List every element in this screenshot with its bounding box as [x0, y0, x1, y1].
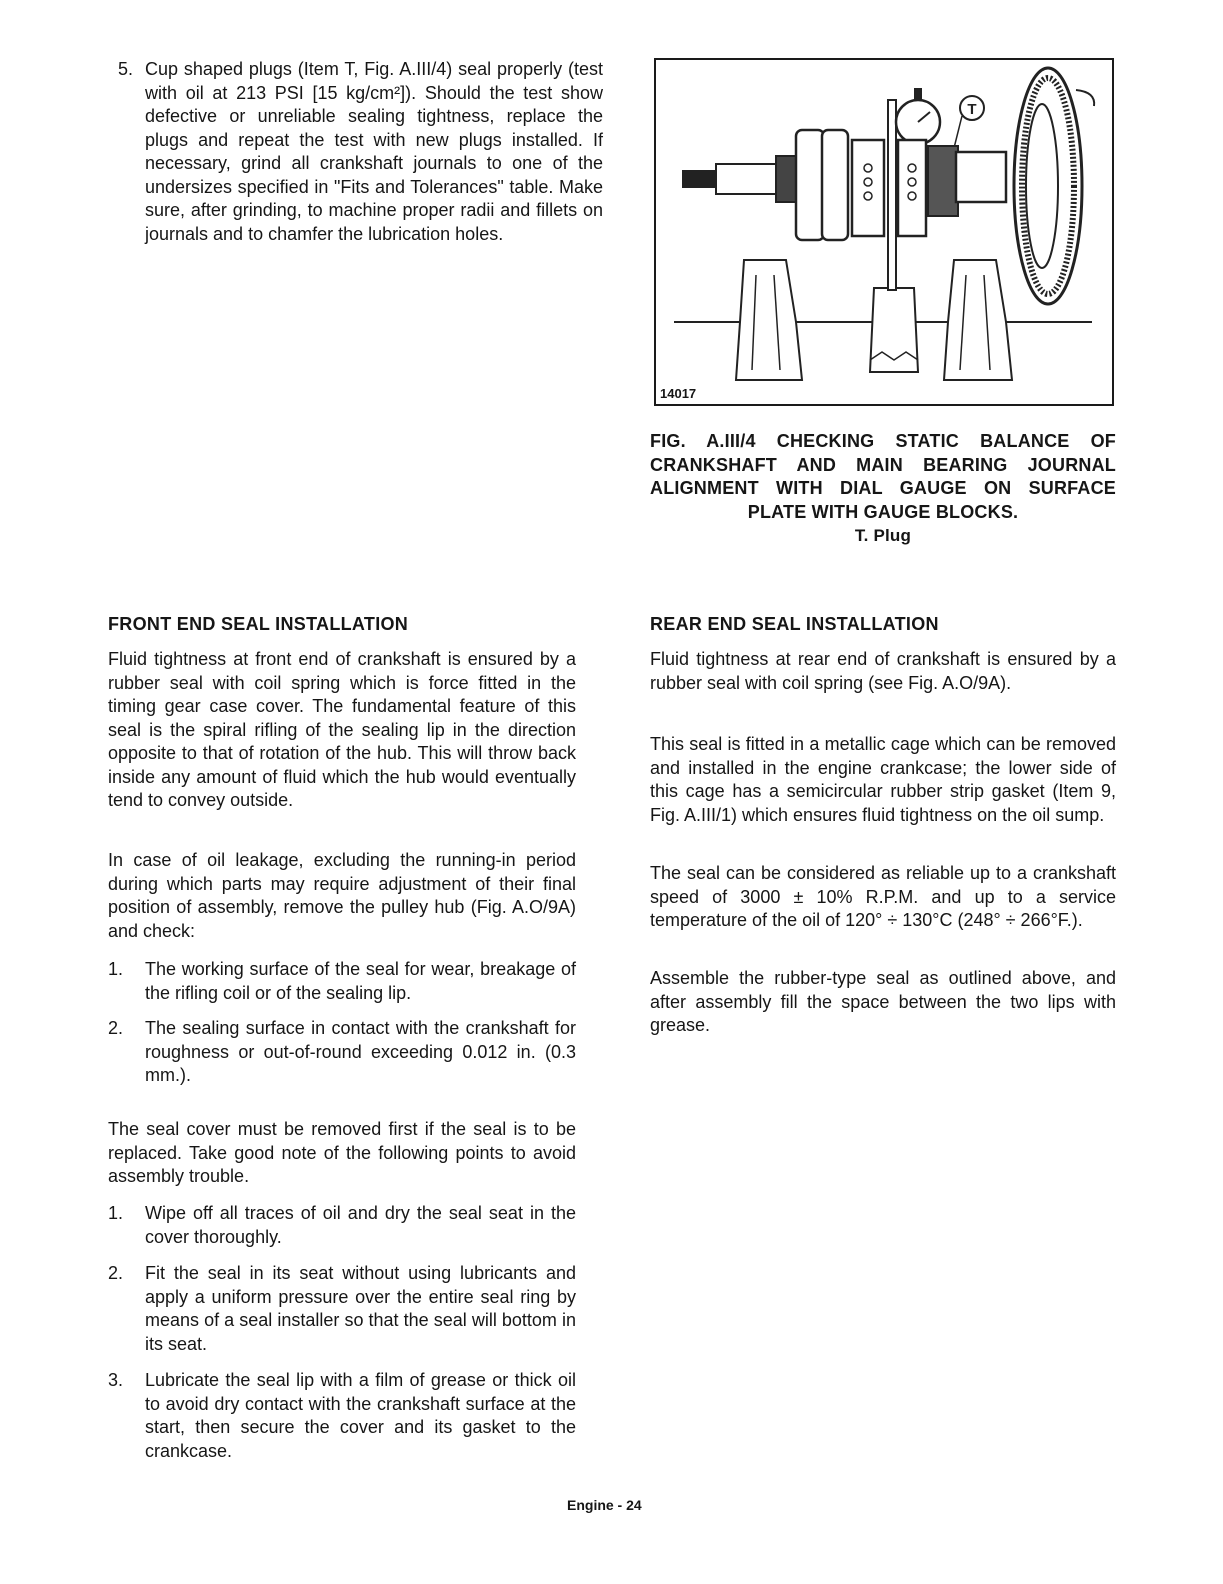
figure-caption-legend: T. Plug [854, 526, 912, 545]
list-item-number: 1. [108, 959, 124, 979]
list-item-text: Fit the seal in its seat without using lubricants and apply a uniform pressure over the entire seal ring by means of a seal installer so that the seal will bottom in its seat. [145, 1263, 576, 1354]
paragraph: The seal can be considered as reliable up to a crankshaft speed of 3000 ± 10% R.P.M. and up to a service temperature of the oil of 120° ÷ 130°C (248° ÷ 266°F.). [650, 863, 1116, 930]
paragraph: Fluid tightness at rear end of crankshaft is ensured by a rubber seal with coil spring (see Fig. A.O/9A). [650, 649, 1116, 693]
list-item-number: 3. [108, 1370, 124, 1390]
list-item [108, 1369, 576, 1463]
list-item-text: Wipe off all traces of oil and dry the seal seat in the cover thoroughly. [145, 1203, 576, 1247]
callout-t-label: T [967, 101, 977, 118]
assembly-steps-list [108, 1202, 576, 1476]
paragraph: The seal cover must be removed first if the seal is to be replaced. Take good note of the following points to avoid assembly trouble. [108, 1119, 576, 1186]
list-item [108, 1202, 576, 1249]
list-item-text: Cup shaped plugs (Item T, Fig. A.III/4) seal properly (test with oil at 213 PSI [15 kg/cm²]). Should the test show defective or unreliable sealing tightness, replace the plugs and repeat the test with new plugs installed. If necessary, grind all crankshaft journals to one of the undersizes specified in "Fits and Tolerances" table. Make sure, after grinding, to machine proper radii and fillets on journals and to chamfer the lubrication holes. [145, 59, 603, 244]
paragraph: In case of oil leakage, excluding the running-in period during which parts may require adjustment of their final position of assembly, remove the pulley hub (Fig. A.O/9A) and check: [108, 850, 576, 941]
list-item-text: The sealing surface in contact with the crankshaft for roughness or out-of-round exceeding 0.012 in. (0.3 mm.). [145, 1018, 576, 1085]
list-item-number: 2. [108, 1263, 124, 1283]
figure-caption [650, 430, 1116, 548]
paragraph: Fluid tightness at front end of crankshaft is ensured by a rubber seal with coil spring which is force fitted in the timing gear case cover. The fundamental feature of this seal is the spiral rifling of the sealing lip in the direction opposite to that of rotation of the hub. This will throw back inside any amount of fluid which the hub would eventually tend to convey outside. [108, 649, 576, 810]
check-list [108, 958, 576, 1100]
paragraph: Assemble the rubber-type seal as outlined above, and after assembly fill the space between the two lips with grease. [650, 968, 1116, 1035]
list-item-number: 5. [118, 59, 134, 79]
section-heading-rear-seal: REAR END SEAL INSTALLATION [650, 614, 939, 634]
list-item-5 [118, 58, 603, 246]
figure-crankshaft-balance [654, 58, 1114, 406]
figure-caption-title: FIG. A.III/4 CHECKING STATIC BALANCE OF CRANKSHAFT AND MAIN BEARING JOURNAL ALIGNMENT WITH DIAL GAUGE ON SURFACE PLATE WITH GAUGE BLOCKS. [650, 431, 1116, 522]
list-item [108, 1262, 576, 1356]
section-heading-front-seal: FRONT END SEAL INSTALLATION [108, 614, 409, 634]
list-item-text: The working surface of the seal for wear, breakage of the rifling coil or of the sealing lip. [145, 959, 576, 1003]
paragraph: This seal is fitted in a metallic cage which can be removed and installed in the engine crankcase; the lower side of this cage has a semicircular rubber strip gasket (Item 9, Fig. A.III/1) which ensures fluid tightness on the oil sump. [650, 734, 1116, 825]
list-item-text: Lubricate the seal lip with a film of grease or thick oil to avoid dry contact with the crankshaft surface at the start, then secure the cover and its gasket to the crankcase. [145, 1370, 576, 1461]
list-item-number: 1. [108, 1203, 124, 1223]
list-item-number: 2. [108, 1018, 124, 1038]
list-item [108, 958, 576, 1005]
list-item [108, 1017, 576, 1088]
page-footer: Engine - 24 [567, 1497, 642, 1513]
figure-number: 14017 [660, 386, 697, 401]
crankshaft-illustration [656, 60, 1112, 404]
